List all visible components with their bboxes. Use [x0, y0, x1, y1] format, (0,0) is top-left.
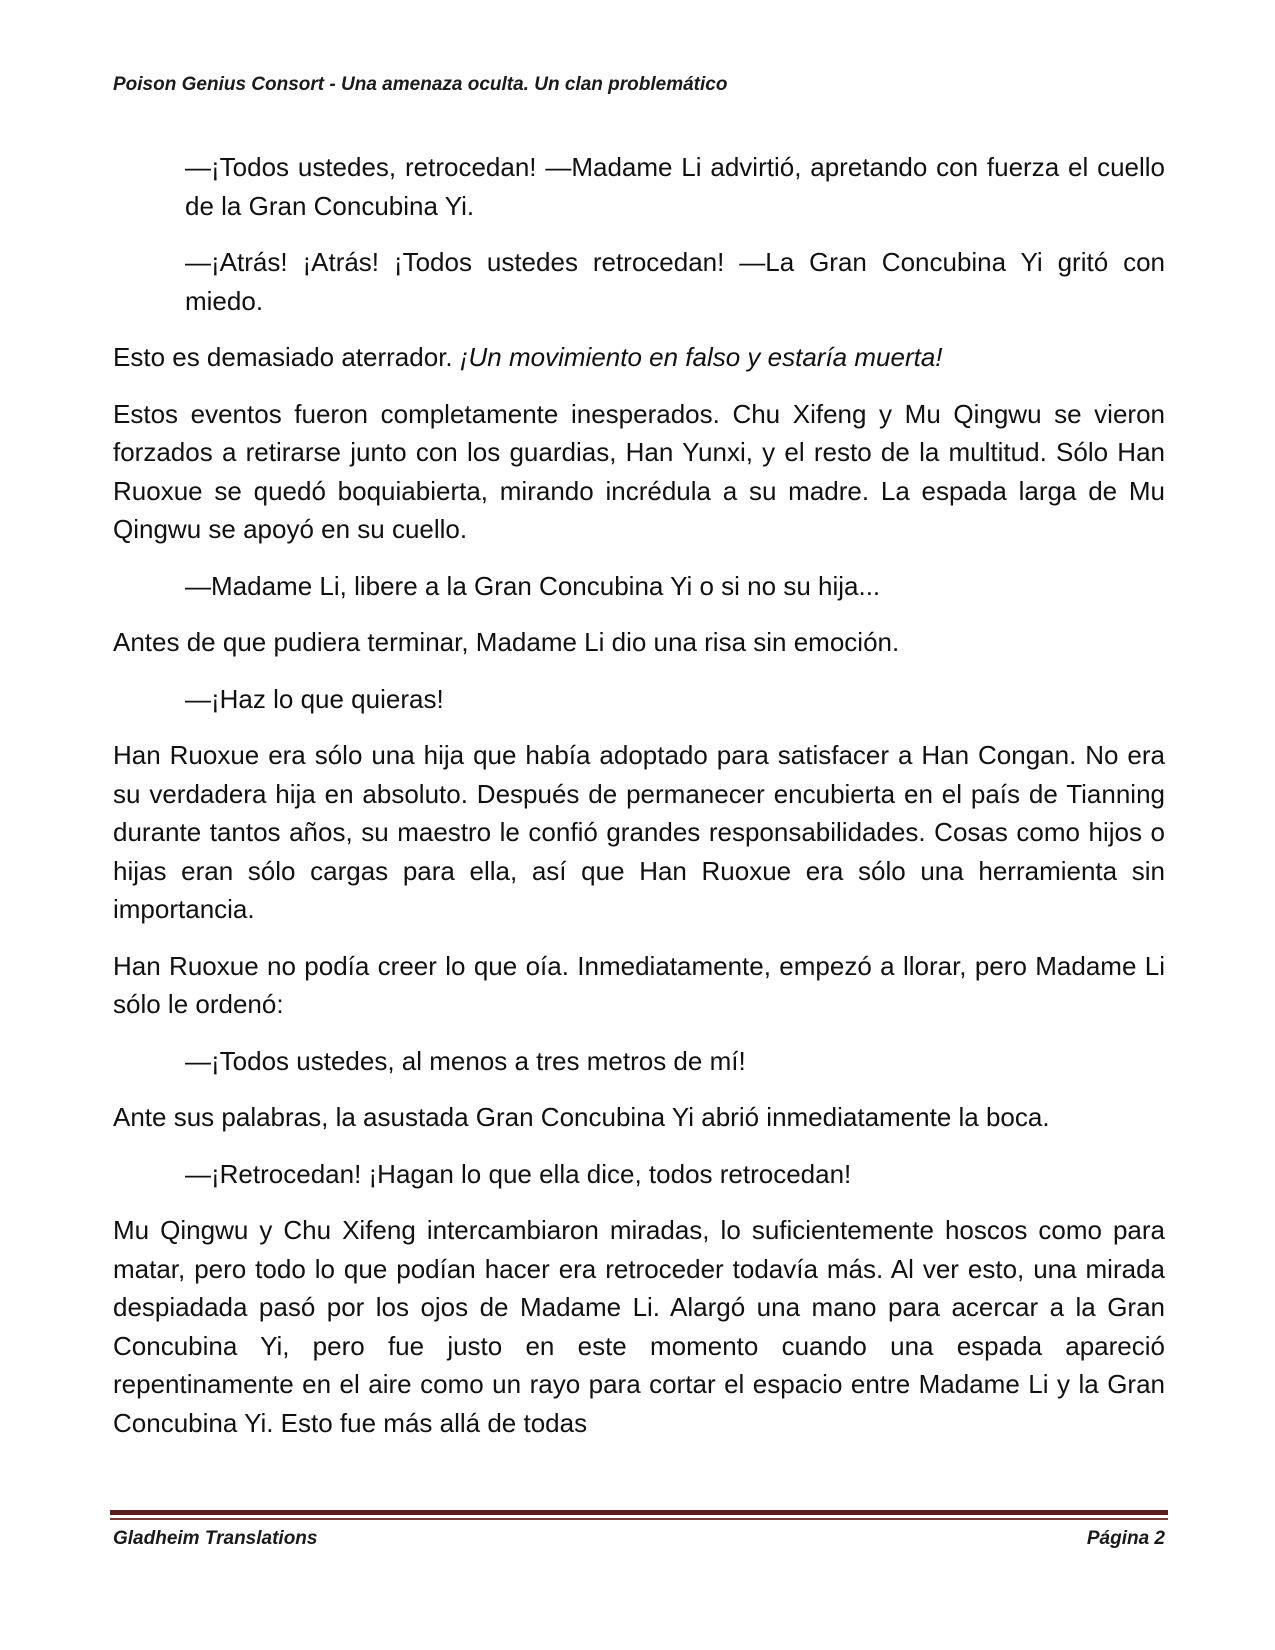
paragraph-dialogue-5: —¡Todos ustedes, al menos a tres metros de mí!	[185, 1045, 746, 1076]
paragraph-narration-6: Ante sus palabras, la asustada Gran Concubina Yi abrió inmediatamente la boca.	[113, 1102, 1050, 1132]
paragraph-dialogue-1: —¡Todos ustedes, retrocedan! —Madame Li advirtió, apretando con fuerza el cuello de la Gran Concubina Yi.	[185, 152, 1165, 221]
paragraph-narration-4: Han Ruoxue era sólo una hija que había adoptado para satisfacer a Han Congan. No era su verdadera hija en absoluto. Después de permanecer encubierta en el país de Tianning durante tantos años, su maestro le confió grandes responsabilidades. Cosas como hijos o hijas eran sólo cargas para ella, así que Han Ruoxue era sólo una herramienta sin importancia.	[113, 740, 1165, 924]
footer-publisher: Gladheim Translations	[113, 1528, 318, 1549]
page-header-title: Poison Genius Consort - Una amenaza oculta. Un clan problemático	[113, 74, 728, 95]
paragraph-narration-2: Estos eventos fueron completamente inesperados. Chu Xifeng y Mu Qingwu se vieron forzados a retirarse junto con los guardias, Han Yunxi, y el resto de la multitud. Sólo Han Ruoxue se quedó boquiabierta, mirando incrédula a su madre. La espada larga de Mu Qingwu se apoyó en su cuello.	[113, 398, 1165, 544]
paragraph-narration-5: Han Ruoxue no podía creer lo que oía. Inmediatamente, empezó a llorar, pero Madame Li sólo le ordenó:	[113, 950, 1165, 1019]
paragraph-narration-1	[113, 338, 1165, 377]
footer-divider-thick	[110, 1510, 1168, 1515]
paragraph-narration-7: Mu Qingwu y Chu Xifeng intercambiaron miradas, lo suficientemente hoscos como para matar, pero todo lo que podían hacer era retroceder todavía más. Al ver esto, una mirada despiadada pasó por los ojos de Madame Li. Alargó una mano para acercar a la Gran Concubina Yi, pero fue justo en este momento cuando una espada apareció repentinamente en el aire como un rayo para cortar el espacio entre Madame Li y la Gran Concubina Yi. Esto fue más allá de todas	[113, 1215, 1165, 1438]
paragraph-narration-1-italic: ¡Un movimiento en falso y estaría muerta!	[459, 342, 943, 372]
document-body	[113, 148, 1165, 1442]
paragraph-dialogue-4: —¡Haz lo que quieras!	[185, 683, 444, 714]
paragraph-dialogue-6: —¡Retrocedan! ¡Hagan lo que ella dice, todos retrocedan!	[185, 1158, 852, 1189]
paragraph-dialogue-2: —¡Atrás! ¡Atrás! ¡Todos ustedes retrocedan! —La Gran Concubina Yi gritó con miedo.	[185, 247, 1165, 316]
footer-page-number: Página 2	[1086, 1528, 1165, 1549]
footer-divider-thin	[110, 1518, 1168, 1520]
paragraph-narration-1-plain: Esto es demasiado aterrador.	[113, 342, 460, 372]
paragraph-narration-3: Antes de que pudiera terminar, Madame Li dio una risa sin emoción.	[113, 627, 900, 657]
paragraph-dialogue-3: —Madame Li, libere a la Gran Concubina Yi o si no su hija...	[185, 570, 881, 601]
